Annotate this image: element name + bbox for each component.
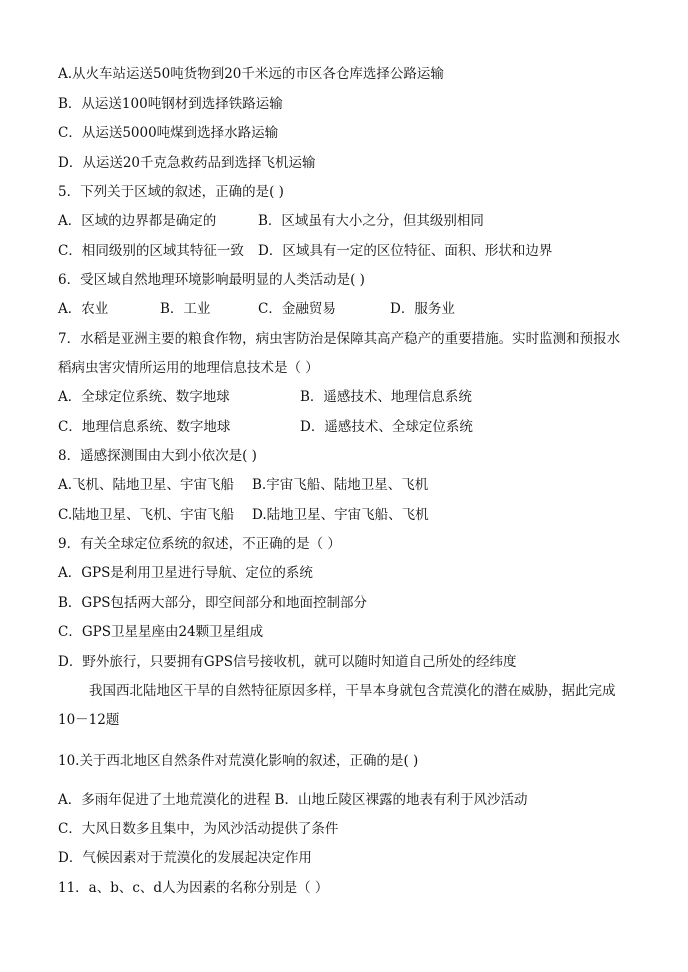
q8-option-c: C.陆地卫星、飞机、宇宙飞船: [58, 507, 235, 523]
q7-option-b: B．遥感技术、地理信息系统: [300, 389, 472, 405]
q10-options-ab: A．多雨年促进了土地荒漠化的进程 B．山地丘陵区裸露的地表有利于风沙活动: [58, 792, 528, 808]
q11-stem: 11．a、b、c、d人为因素的名称分别是（ ）: [58, 880, 329, 896]
q6-stem: 6．受区域自然地理环境影响最明显的人类活动是( ): [58, 272, 365, 288]
q4-option-a: A.从火车站运送50吨货物到20千米远的市区各仓库选择公路运输: [58, 66, 444, 82]
q9-option-d: D．野外旅行，只要拥有GPS信号接收机，就可以随时知道自己所处的经纬度: [58, 654, 517, 670]
q9-option-a: A．GPS是利用卫星进行导航、定位的系统: [58, 565, 313, 581]
q6-option-d: D．服务业: [390, 301, 455, 317]
q9-option-c: C．GPS卫星星座由24颗卫星组成: [58, 624, 264, 640]
q6-option-a: A．农业: [58, 301, 109, 317]
q8-option-a: A.飞机、陆地卫星、宇宙飞船: [58, 477, 235, 493]
passage-intro-line1: 我国西北陆地区干旱的自然特征原因多样，干旱本身就包含荒漠化的潜在威胁，据此完成: [89, 683, 616, 699]
q9-stem: 9．有关全球定位系统的叙述，不正确的是（ ）: [58, 536, 341, 552]
q7-stem-line1: 7．水稻是亚洲主要的粮食作物，病虫害防治是保障其高产稳产的重要措施。实时监测和预报水: [58, 331, 621, 347]
q4-option-b: B．从运送100吨钢材到选择铁路运输: [58, 96, 283, 112]
passage-intro-line2: 10－12题: [58, 712, 120, 728]
q7-stem-line2: 稻病虫害灾情所运用的地理信息技术是（ ）: [58, 360, 319, 376]
q5-stem: 5．下列关于区域的叙述，正确的是( ): [58, 184, 284, 200]
q7-option-c: C．地理信息系统、数字地球: [58, 419, 231, 435]
q10-option-c: C．大风日数多且集中，为风沙活动提供了条件: [58, 821, 339, 837]
q9-option-b: B．GPS包括两大部分，即空间部分和地面控制部分: [58, 595, 368, 611]
q4-option-c: C．从运送5000吨煤到选择水路运输: [58, 125, 279, 141]
q8-option-d: D.陆地卫星、宇宙飞船、飞机: [252, 507, 429, 523]
q7-option-d: D．遥感技术、全球定位系统: [300, 419, 473, 435]
q4-option-d: D．从运送20千克急救药品到选择飞机运输: [58, 155, 316, 171]
q5-option-c: C．相同级别的区域其特征一致: [58, 243, 244, 259]
q8-option-b: B.宇宙飞船、陆地卫星、飞机: [252, 477, 429, 493]
q8-stem: 8．遥感探测围由大到小依次是( ): [58, 448, 257, 464]
q7-option-a: A．全球定位系统、数字地球: [58, 389, 230, 405]
q6-option-b: B．工业: [160, 301, 211, 317]
q6-option-c: C．金融贸易: [258, 301, 336, 317]
q5-option-b: B．区域虽有大小之分，但其级别相同: [258, 213, 484, 229]
q5-option-a: A．区域的边界都是确定的: [58, 213, 217, 229]
q5-option-d: D．区域具有一定的区位特征、面积、形状和边界: [258, 243, 553, 259]
q10-stem: 10.关于西北地区自然条件对荒漠化影响的叙述，正确的是( ): [58, 753, 419, 769]
q10-option-d: D．气候因素对于荒漠化的发展起决定作用: [58, 850, 312, 866]
